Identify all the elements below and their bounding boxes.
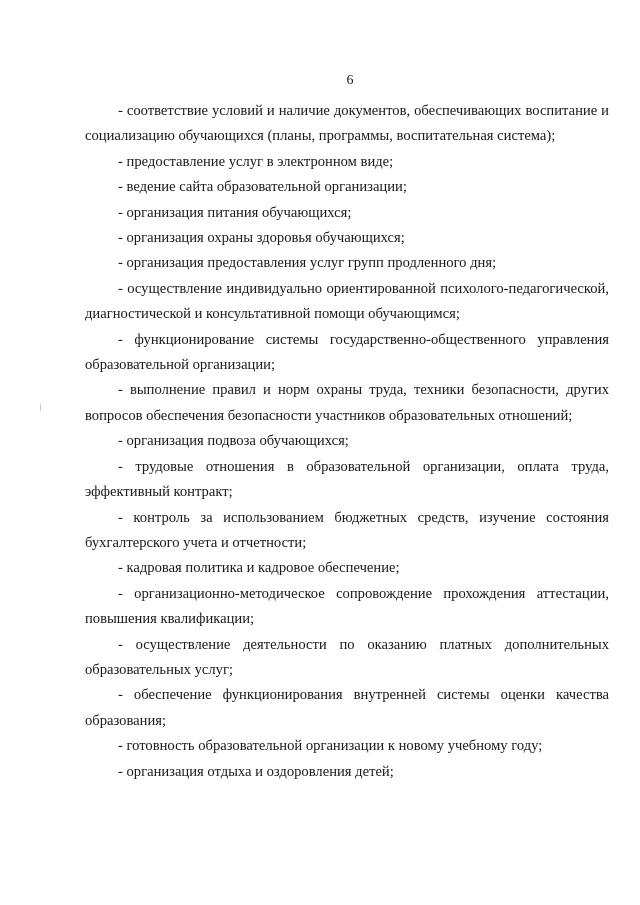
list-item: - готовность образовательной организации к новому учебному году; [118,738,543,755]
list-item: - функционирование системы государственно-общественного управления образовательной организации; [85,331,609,374]
list-item: - трудовые отношения в образовательной организации, оплата труда, эффективный контракт; [85,458,609,501]
list-item: - выполнение правил и норм охраны труда, техники безопасности, других вопросов обеспечения безопасности участников образовательных отношений; [85,382,609,424]
list-item: - организация питания обучающихся; [118,204,352,221]
list-item: - предоставление услуг в электронном виде; [118,153,394,170]
list-item: - обеспечение функционирования внутренней системы оценки качества образования; [85,687,609,729]
list-item: - организация охраны здоровья обучающихся; [118,230,405,247]
list-item: - организация отдыха и оздоровления детей; [118,763,394,780]
list-item: - кадровая политика и кадровое обеспечение; [118,560,400,577]
list-item: - соответствие условий и наличие документов, обеспечивающих воспитание и социализацию обучающихся (планы, программы, воспитательная система); [85,103,609,145]
list-item: - организация подвоза обучающихся; [118,433,349,450]
list-item: - организация предоставления услуг групп продленного дня; [118,255,497,272]
list-item: - ведение сайта образовательной организации; [118,179,407,196]
list-item: - контроль за использованием бюджетных средств, изучение состояния бухгалтерского учета и отчетности; [85,509,609,551]
scan-margin-mark [40,404,41,411]
list-item: - осуществление индивидуально ориентированной психолого-педагогической, диагностической и консультативной помощи обучающимся; [85,280,609,323]
list-item: - организационно-методическое сопровождение прохождения аттестации, повышения квалификации; [85,585,609,628]
checklist-body [85,99,609,785]
page-number: 6 [346,73,354,88]
list-item: - осуществление деятельности по оказанию платных дополнительных образовательных услуг; [85,636,609,678]
